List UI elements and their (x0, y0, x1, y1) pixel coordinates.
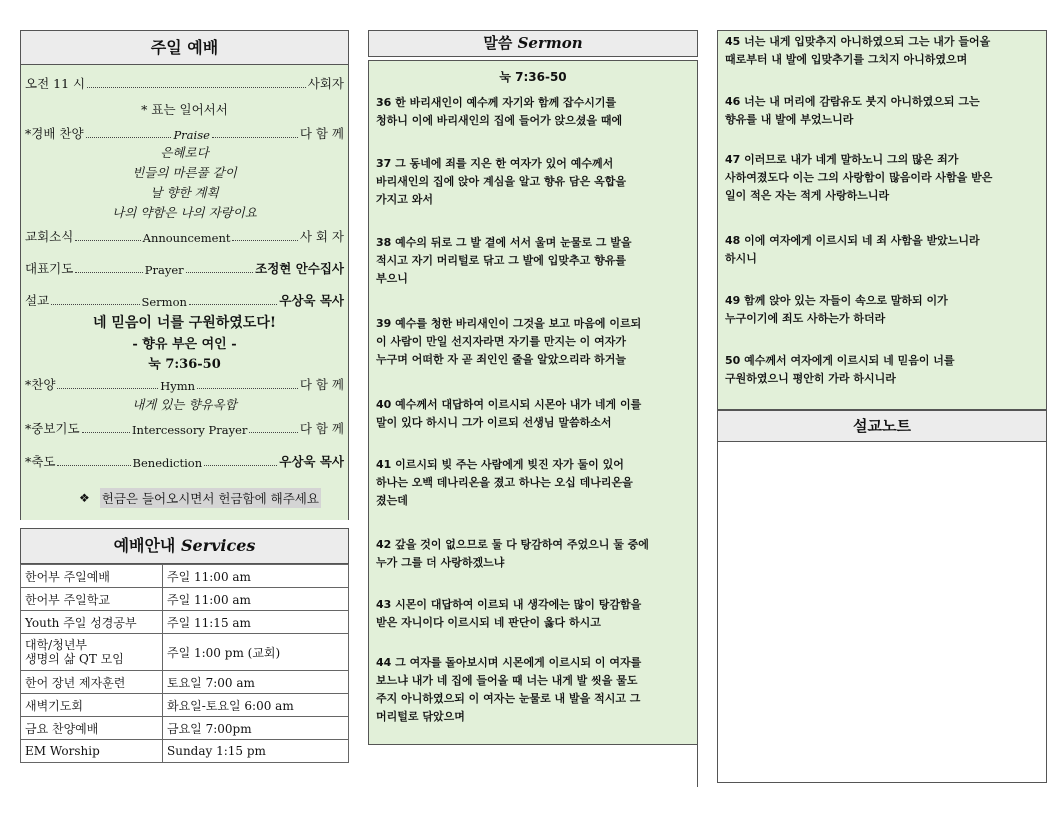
hymn-leader: 다 함 께 (299, 377, 344, 392)
sermon-en: Sermon (141, 295, 187, 309)
prayer-label: 대표기도 (25, 261, 74, 276)
order-intercession (25, 419, 344, 437)
scripture-header (368, 30, 698, 57)
benediction-en: Benediction (132, 456, 203, 470)
verse-text: 47 이러므로 내가 네게 말하노니 그의 많은 죄가 사하여졌도다 이는 그의 사랑함이 많음이라 사함을 받은 일이 적은 자는 적게 사랑하느니라 (725, 153, 993, 202)
services-header (20, 528, 349, 564)
verse-text: 36 한 바리새인이 예수께 자기와 함께 잡수시기를 청하니 이에 바리새인의 집에 들어가 앉으셨을 때에 (376, 96, 623, 127)
service-row (21, 740, 349, 763)
song-1: 은혜로다 (160, 145, 209, 160)
intercession-label: *중보기도 (25, 421, 80, 436)
sermon-ref: 눅 7:36-50 (148, 357, 221, 372)
verse-text: 43 시몬이 대답하여 이르되 내 생각에는 많이 탕감함을 받은 자니이다 이르시되 네 판단이 옳다 하시고 (376, 598, 642, 629)
verse-text: 41 이르시되 빚 주는 사람에게 빚진 자가 둘이 있어 하나는 오백 데나리온을 졌고 하나는 오십 데나리온을 졌는데 (376, 458, 633, 507)
worship-title: 주일 예배 (150, 38, 219, 57)
service-time: 토요일 7:00 am (163, 671, 349, 694)
scripture-reference: 눅 7:36-50 (499, 70, 567, 84)
service-row (21, 565, 349, 588)
sermon-subtitle: - 향유 부은 여인 - (132, 337, 237, 352)
service-time: 주일 11:00 am (163, 565, 349, 588)
service-name: EM Worship (21, 740, 163, 763)
order-announcement (25, 227, 344, 245)
time-label: 오전 11 시 (25, 76, 86, 91)
scripture-panel (368, 60, 698, 745)
verse-text: 40 예수께서 대답하여 이르시되 시몬아 내가 네게 이를 말이 있다 하시니 그가 이르되 선생님 말씀하소서 (376, 398, 642, 429)
notes-title: 설교노트 (853, 417, 911, 435)
prayer-leader: 조정현 안수집사 (255, 261, 345, 276)
intercession-leader: 다 함 께 (299, 421, 345, 436)
service-row (21, 717, 349, 740)
middle-divider (697, 745, 698, 787)
sermon-preacher: 우상욱 목사 (279, 293, 344, 308)
service-time: 주일 11:00 am (163, 588, 349, 611)
prayer-en: Prayer (144, 263, 184, 277)
song-4: 나의 약함은 나의 자랑이요 (112, 205, 257, 220)
song-2: 빈들의 마른풀 같이 (132, 165, 237, 180)
hymn-title: 내게 있는 향유옥합 (132, 397, 237, 412)
intercession-en: Intercessory Prayer (132, 423, 248, 437)
offering-note: 헌금은 들어오시면서 헌금함에 해주세요 (100, 488, 321, 508)
order-sermon (25, 291, 344, 309)
standing-note: * 표는 일어서서 (141, 102, 228, 117)
verse-text: 45 너는 내게 입맞추지 아니하였으되 그는 내가 들어올 때로부터 내 발에 입맞추기를 그치지 아니하였으며 (725, 35, 991, 66)
praise-en: Praise (173, 128, 210, 142)
praise-leader: 다 함 께 (299, 126, 345, 141)
verse-text: 37 그 동네에 죄를 지은 한 여자가 있어 예수께서 바리새인의 집에 앉아 계심을 알고 향유 담은 옥합을 가지고 와서 (376, 157, 626, 206)
service-time: Sunday 1:15 pm (163, 740, 349, 763)
hymn-en: Hymn (160, 379, 196, 393)
hymn-label: *찬양 (25, 377, 56, 392)
order-hymn (25, 375, 344, 393)
order-prayer (25, 259, 344, 277)
scripture-panel-continued (717, 30, 1047, 410)
leader-label: 사회자 (307, 76, 344, 91)
service-row (21, 694, 349, 717)
praise-label: *경배 찬양 (25, 126, 84, 141)
service-name: 한어 장년 제자훈련 (21, 671, 163, 694)
announcement-label: 교회소식 (25, 229, 74, 244)
service-row (21, 611, 349, 634)
service-time: 화요일-토요일 6:00 am (163, 694, 349, 717)
service-name: 한어부 주일학교 (21, 588, 163, 611)
service-name: 금요 찬양예배 (21, 717, 163, 740)
services-title-ko: 예배안내 (113, 536, 176, 555)
verse-text: 42 갚을 것이 없으므로 둘 다 탕감하여 주었으니 둘 중에 누가 그를 더 사랑하겠느냐 (376, 538, 649, 569)
song-3: 날 향한 계획 (150, 185, 219, 200)
service-name: 한어부 주일예배 (21, 565, 163, 588)
order-time (25, 74, 344, 92)
service-row (21, 588, 349, 611)
sermon-label: 설교 (25, 293, 50, 308)
services-title-en: Services (180, 536, 256, 555)
worship-order-panel (20, 65, 349, 520)
scripture-title-en: Sermon (517, 34, 583, 52)
benediction-preacher: 우상욱 목사 (279, 454, 345, 469)
verse-text: 46 너는 내 머리에 감람유도 붓지 아니하였으되 그는 향유를 내 발에 부었느니라 (725, 95, 980, 126)
verse-text: 48 이에 여자에게 이르시되 네 죄 사함을 받았느니라 하시니 (725, 234, 980, 265)
notes-area[interactable] (717, 442, 1047, 783)
verse-text: 49 함께 앉아 있는 자들이 속으로 말하되 이가 누구이기에 죄도 사하는가 하더라 (725, 294, 948, 325)
order-benediction (25, 452, 344, 470)
service-row (21, 671, 349, 694)
scripture-title-ko: 말씀 (483, 34, 513, 52)
service-time: 주일 1:00 pm (교회) (163, 634, 349, 671)
order-praise (25, 124, 344, 142)
services-table (20, 564, 349, 763)
verse-text: 39 예수를 청한 바리새인이 그것을 보고 마음에 이르되 이 사람이 만일 선지자라면 자기를 만지는 이 여자가 누구며 어떠한 자 곧 죄인인 줄을 알았으리라 하거늘 (376, 317, 642, 366)
notes-header (717, 410, 1047, 442)
service-name: 새벽기도회 (21, 694, 163, 717)
service-time: 주일 11:15 am (163, 611, 349, 634)
announcement-en: Announcement (142, 231, 231, 245)
sermon-title: 네 믿음이 너를 구원하였도다! (92, 315, 277, 331)
service-name: Youth 주일 성경공부 (21, 611, 163, 634)
service-name: 대학/청년부 생명의 삶 QT 모임 (21, 634, 163, 671)
bullet-icon: ❖ (79, 491, 90, 505)
service-row (21, 634, 349, 671)
offering-note-row (79, 488, 321, 508)
worship-header (20, 30, 349, 65)
verse-text: 38 예수의 뒤로 그 발 곁에 서서 울며 눈물로 그 발을 적시고 자기 머리털로 닦고 그 발에 입맞추고 향유를 부으니 (376, 236, 632, 285)
verse-text: 44 그 여자를 돌아보시며 시몬에게 이르시되 이 여자를 보느냐 내가 네 집에 들어올 때 너는 내게 발 씻을 물도 주지 아니하였으되 이 여자는 눈물로 내 발을 적시고 그 머리털로 닦았으며 (376, 656, 642, 723)
announcement-leader: 사 회 자 (299, 229, 344, 244)
verse-text: 50 예수께서 여자에게 이르시되 네 믿음이 너를 구원하였으니 평안히 가라 하시니라 (725, 354, 955, 385)
benediction-label: *축도 (25, 454, 56, 469)
service-time: 금요일 7:00pm (163, 717, 349, 740)
